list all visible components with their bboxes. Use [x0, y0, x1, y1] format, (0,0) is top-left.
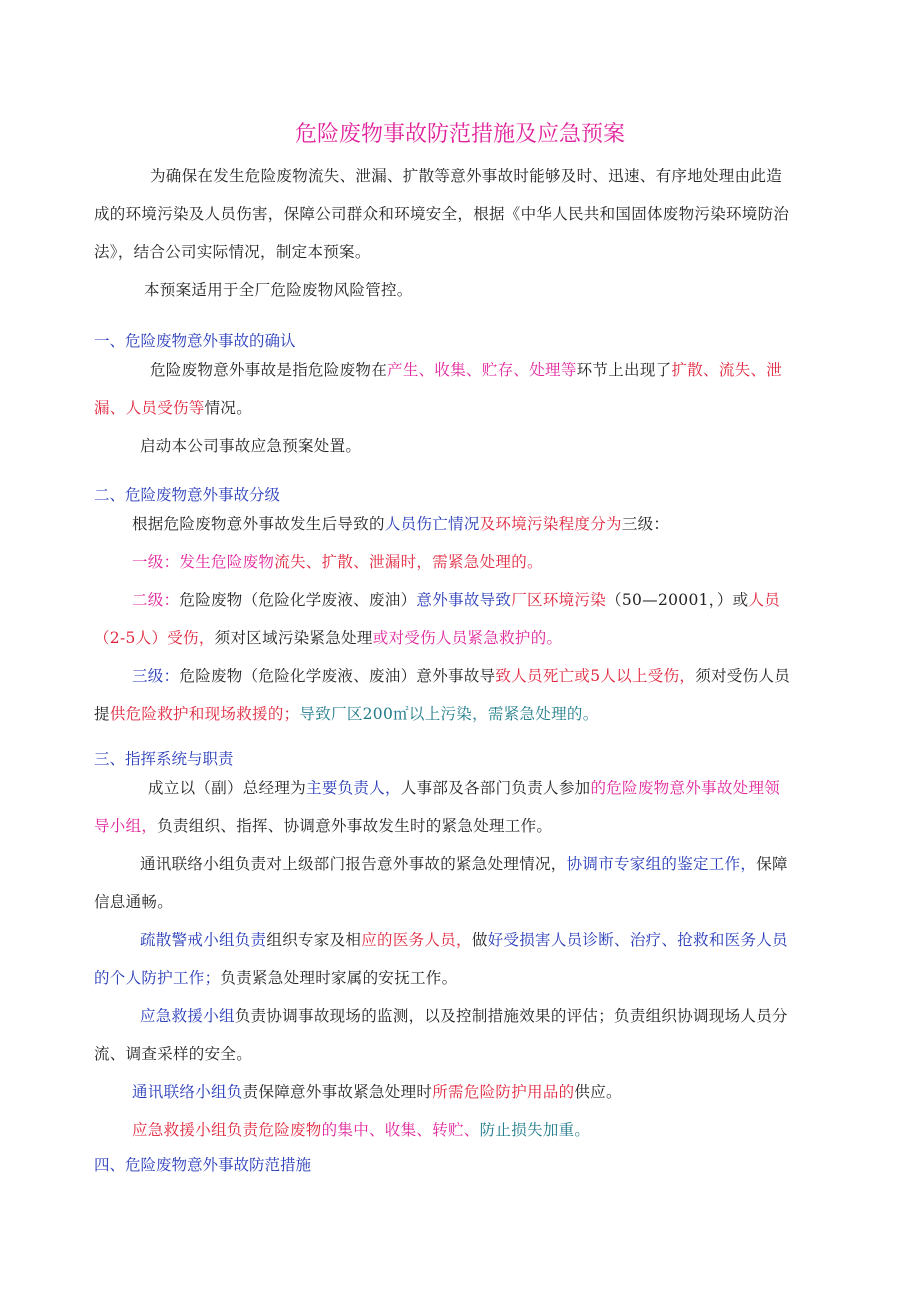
section-3-heading: 三、指挥系统与职责	[94, 750, 234, 768]
document-title: 危险废物事故防范措施及应急预案	[294, 122, 625, 147]
intro-line-4: 本预案适用于全厂危险废物风险管控。	[144, 281, 413, 299]
s3-text: 保障	[756, 855, 788, 873]
intro-line-1: 为确保在发生危险废物流失、泄漏、扩散等意外事故时能够及时、迅速、有序地处理由此造	[150, 167, 783, 185]
s3-rescue-team-duty: 应急救援小组负责危险废物	[132, 1121, 322, 1139]
level-2-text: 意外事故导致	[416, 591, 512, 609]
level-2-highlight: 人员	[748, 591, 781, 609]
s1-highlight-events-cont: 漏、人员受伤等	[94, 399, 205, 417]
s3-highlight-care: 好受损害人员诊断、治疗、抢救和医务人员	[487, 931, 788, 949]
level-1-label: 一级：发生危险废物	[132, 553, 275, 571]
s3-highlight-medical: 应的医务人员，	[361, 931, 472, 949]
s3-highlight-collect: 的集中、收集、转贮、	[321, 1121, 480, 1139]
s2-text: 根据危险废物意外事故发生后导致的	[132, 515, 385, 533]
level-3-text: 须对受伤人员	[695, 667, 790, 685]
level-2-text: 须对区域污染紧急处理	[214, 629, 373, 647]
s3-text: 成立以（副）总经理为	[148, 779, 307, 797]
intro-paragraph	[94, 164, 839, 316]
s3-highlight-care-cont: 的个人防护工作；	[94, 969, 221, 987]
s2-highlight-pollution: 及环境污染程度分为	[479, 515, 622, 533]
s3-text: 责保障意外事故紧急处理时	[242, 1083, 433, 1101]
s3-text: 人事部及各部门负责人参加	[400, 779, 591, 797]
s3-text: 负责紧急处理时家属的安抚工作。	[220, 969, 458, 987]
s1-activate-plan: 启动本公司事故应急预案处置。	[140, 437, 362, 455]
s3-text: 供应。	[574, 1083, 622, 1101]
s3-text: 信息通畅。	[94, 893, 174, 911]
section-2-body	[94, 512, 839, 740]
level-3-label: 三级：	[132, 667, 180, 685]
section-3-body	[94, 776, 839, 1156]
level-2-label: 二级：	[132, 591, 180, 609]
s3-highlight-supplies: 所需危险防护用品的	[432, 1083, 575, 1101]
s3-highlight-team: 的危险废物意外事故处理领	[590, 779, 781, 797]
s2-text: 三级：	[621, 515, 670, 533]
s3-text: 做	[471, 931, 488, 949]
intro-line-3: 法》，结合公司实际情况，制定本预案。	[94, 243, 371, 261]
level-1-desc: 流失、扩散、泄漏时，需紧急处理的。	[274, 553, 543, 571]
s1-text: 环节上出现了	[576, 361, 672, 379]
s1-highlight-stages: 产生、收集、贮存、处理等	[387, 361, 577, 379]
s3-evac-team: 疏散警戒小组负责	[140, 931, 267, 949]
level-3-text: 提	[94, 705, 110, 723]
level-2-injury: （2-5人）受伤，	[94, 629, 215, 647]
s3-comm-team: 通讯联络小组负	[132, 1083, 243, 1101]
s3-text: 负责组织、指挥、协调意外事故发生时的紧急处理工作。	[157, 817, 553, 835]
s2-highlight-casualty: 人员伤亡情况	[384, 515, 480, 533]
section-1-body	[94, 358, 839, 472]
section-4-heading: 四、危险废物意外事故防范措施	[94, 1156, 312, 1174]
level-3-pollution: 导致厂区200㎡以上污染，需紧急处理的。	[299, 705, 599, 723]
section-2-heading: 二、危险废物意外事故分级	[94, 486, 281, 504]
s3-highlight-team-cont: 导小组，	[94, 817, 158, 835]
level-2-rescue: 或对受伤人员紧急救护的。	[372, 629, 563, 647]
level-3-highlight: 致人员死亡或5人以上受伤，	[495, 667, 696, 685]
s3-text: 流、调查采样的安全。	[94, 1045, 253, 1063]
s3-text: 负责协调事故现场的监测，以及控制措施效果的评估；负责组织协调现场人员分	[234, 1007, 788, 1025]
s1-text: 情况。	[204, 399, 253, 417]
s3-rescue-team: 应急救援小组	[140, 1007, 235, 1025]
level-3-rescue: 供危险救护和现场救援的；	[109, 705, 300, 723]
s1-highlight-events: 扩散、流失、泄	[671, 361, 783, 379]
s3-highlight-leader: 主要负责人，	[306, 779, 401, 797]
s1-text: 危险废物意外事故是指危险废物在	[150, 361, 388, 379]
intro-line-2: 成的环境污染及人员伤害，保障公司群众和环境安全，根据《中华人民共和国固体废物污染环境防治	[94, 205, 790, 223]
level-2-text: 危险废物（危险化学废液、废油）	[179, 591, 417, 609]
section-1-heading: 一、危险废物意外事故的确认	[94, 332, 296, 350]
level-2-text: （50—20001，）或	[606, 591, 749, 609]
level-2-highlight: 厂区环境污染	[511, 591, 607, 609]
s3-highlight-expert: 协调市专家组的鉴定工作，	[566, 855, 757, 873]
s3-highlight-prevent: 防止损失加重。	[479, 1121, 591, 1139]
level-3-text: 危险废物（危险化学废液、废油）意外事故导	[179, 667, 496, 685]
s3-text: 组织专家及相	[266, 931, 362, 949]
s3-text: 通讯联络小组负责对上级部门报告意外事故的紧急处理情况，	[140, 855, 567, 873]
